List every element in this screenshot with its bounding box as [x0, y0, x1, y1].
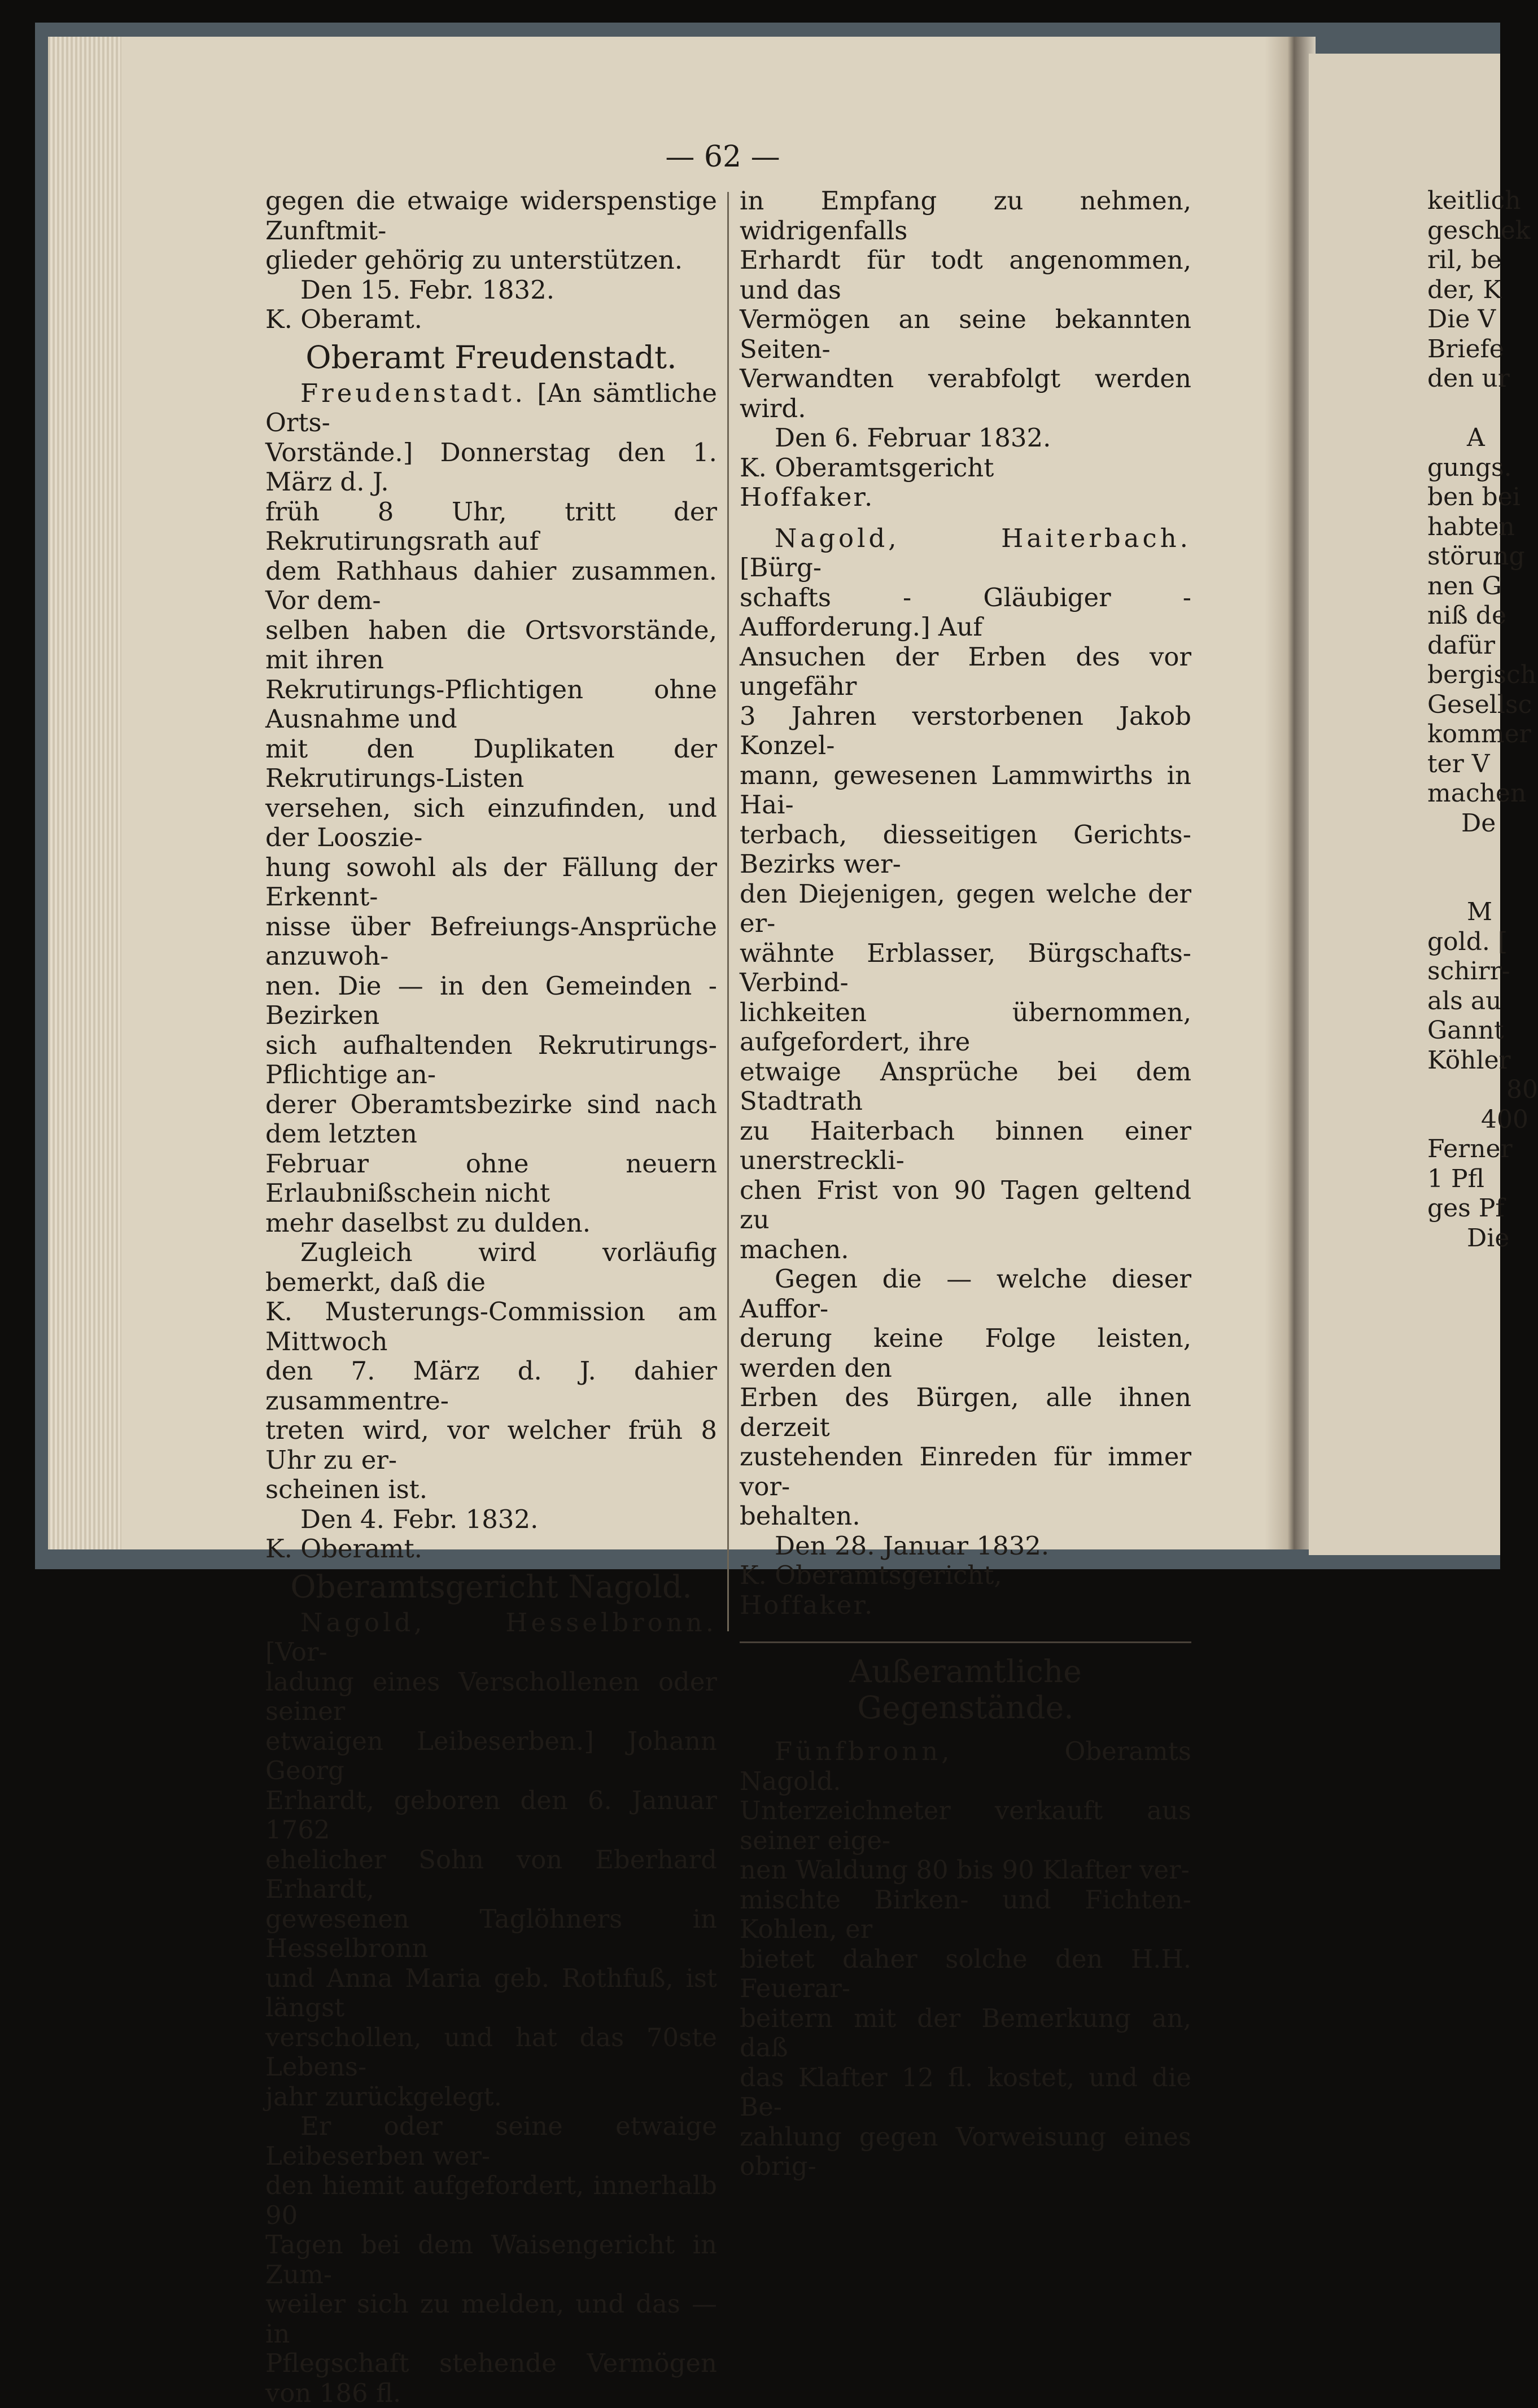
notice-date: Den 28. Januar 1832. — [775, 1530, 1050, 1561]
text-line: Köhler — [1427, 1045, 1511, 1075]
text-line: machen. — [740, 1234, 849, 1264]
text-line: terbach, diesseitigen Gerichts-Bezirks wer- — [740, 819, 1191, 879]
text-line: wähnte Erblasser, Bürgschafts-Verbind- — [740, 938, 1191, 997]
section-heading: Oberamt Freudenstadt. — [305, 339, 677, 375]
text-line: gegen die etwaige widerspenstige Zunftmit- — [265, 186, 717, 246]
text-line: zustehenden Einreden für immer vor- — [740, 1442, 1191, 1501]
text-line: keitlich — [1427, 186, 1521, 215]
book-gutter — [1265, 37, 1316, 1549]
text-line: gold. [ — [1427, 927, 1508, 956]
text-line: etwaigen Leibeserben.] Johann Georg — [265, 1726, 717, 1785]
text-line — [740, 1737, 1191, 1796]
text-line: Gesellsc — [1427, 690, 1532, 719]
text-line: störung — [1427, 542, 1525, 571]
page-edges — [48, 37, 121, 1549]
text-line: derer Oberamtsbezirke sind nach dem letzten — [265, 1089, 717, 1149]
text-line: versehen, sich einzufinden, und der Looszie- — [265, 793, 717, 852]
text-line: schirr- — [1427, 957, 1510, 986]
text-line: Verwandten verabfolgt werden wird. — [740, 364, 1191, 423]
text-line: kommer — [1427, 720, 1531, 748]
right-column-fragment — [1427, 186, 1538, 1253]
text-line: Die V — [1427, 305, 1496, 334]
text-line: und Anna Maria geb. Rothfuß, ist längst — [265, 1963, 717, 2022]
text-line: machen — [1427, 779, 1527, 808]
notice-date: Den 6. Februar 1832. — [775, 423, 1051, 453]
text-line: habten — [1427, 512, 1515, 541]
text-line: ladung eines Verschollenen oder seiner — [265, 1666, 717, 1726]
text-line: De — [1461, 808, 1496, 838]
text-line: dem Rathhaus dahier zusammen. Vor dem- — [265, 555, 717, 615]
text-line: ter V — [1427, 749, 1490, 778]
text-line: Erhardt, geboren den 6. Januar 1762 — [265, 1785, 717, 1845]
text-line: Zugleich wird vorläufig bemerkt, daß die — [265, 1237, 717, 1297]
text-line: den Diejenigen, gegen welche der er- — [740, 878, 1191, 938]
left-column — [265, 186, 717, 2408]
text-line: mischte Birken- und Fichten-Kohlen, er — [740, 1884, 1191, 1944]
text-line: Erhardt für todt angenommen, und das — [740, 245, 1191, 305]
text-line: hung sowohl als der Fällung der Erkennt- — [265, 852, 717, 912]
text-line: früh 8 Uhr, tritt der Rekrutirungsrath auf — [265, 496, 717, 556]
notice-signature-name: Hoffaker. — [740, 1590, 875, 1620]
place-name: Nagold, Haiterbach. — [775, 523, 1191, 553]
text-line: 3 Jahren verstorbenen Jakob Konzel- — [740, 700, 1191, 760]
text-line: 400 — [1481, 1105, 1528, 1134]
text-line: chen Frist von 90 Tagen geltend zu — [740, 1175, 1191, 1234]
text-line: dafür — [1427, 631, 1496, 660]
place-name: Nagold, Hesselbronn. — [300, 1607, 717, 1638]
text-line: schafts - Gläubiger - Aufforderung.] Auf — [740, 582, 1191, 642]
text-fragment: Oberamts Nagold. — [740, 1736, 1191, 1796]
text-line: Tagen bei dem Waisengericht in Zum- — [265, 2230, 717, 2289]
text-line: Vorstände.] Donnerstag den 1. März d. J. — [265, 437, 717, 497]
text-line: behalten. — [740, 1501, 860, 1531]
text-line: ril, be — [1427, 246, 1502, 274]
text-line — [265, 379, 717, 438]
text-line: den ur — [1427, 364, 1510, 393]
text-line: der, K — [1427, 275, 1502, 304]
text-fragment: [Bürg- — [740, 553, 822, 583]
place-name: Freudenstadt. — [300, 378, 526, 408]
text-line: M — [1467, 897, 1493, 926]
text-fragment: [An sämtliche Orts- — [265, 378, 717, 437]
text-line: selben haben die Ortsvorstände, mit ihren — [265, 615, 717, 675]
text-line: nen G — [1427, 571, 1502, 601]
page-number: — 62 — — [665, 140, 780, 174]
notice-signature-name: Hoffaker. — [740, 482, 875, 512]
text-line: ges Pf — [1427, 1194, 1505, 1223]
text-line: scheinen ist. — [265, 1474, 428, 1504]
text-line: in Empfang zu nehmen, widrigenfalls — [740, 186, 1191, 246]
spacer — [1427, 838, 1506, 897]
text-line: 1 Pfl — [1427, 1164, 1484, 1193]
text-line — [265, 1608, 717, 1667]
text-line: 80 — [1506, 1075, 1538, 1104]
text-line: niß de — [1427, 601, 1506, 630]
text-line: Die — [1467, 1223, 1510, 1253]
notice-signature: K. Oberamt. — [265, 1534, 422, 1564]
notice-signature: K. Oberamtsgericht, — [740, 1560, 1002, 1590]
text-line: Gannt — [1427, 1016, 1504, 1045]
text-line: mann, gewesenen Lammwirths in Hai- — [740, 760, 1191, 820]
text-line — [740, 524, 1191, 583]
text-line: ehelicher Sohn von Eberhard Erhardt, — [265, 1844, 717, 1904]
text-line: mehr daselbst zu dulden. — [265, 1207, 591, 1238]
text-line: Pflegschaft stehende Vermögen von 186 fl. — [265, 2348, 717, 2408]
text-line: zu Haiterbach binnen einer unerstreckli- — [740, 1115, 1191, 1175]
text-line: nisse über Befreiungs-Ansprüche anzuwoh- — [265, 911, 717, 971]
text-line: lichkeiten übernommen, aufgefordert, ihre — [740, 997, 1191, 1057]
text-line: treten wird, vor welcher früh 8 Uhr zu er- — [265, 1415, 717, 1475]
notice-date: Den 4. Febr. 1832. — [300, 1504, 539, 1534]
text-line: A — [1467, 423, 1485, 452]
text-line: Ansuchen der Erben des vor ungefähr — [740, 641, 1191, 701]
text-line: mit den Duplikaten der Rekrutirungs-Listen — [265, 733, 717, 793]
text-line: derung keine Folge leisten, werden den — [740, 1323, 1191, 1383]
notice-signature: K. Oberamt. — [265, 304, 422, 334]
text-line: Gegen die — welche dieser Auffor- — [740, 1264, 1191, 1324]
text-line: Rekrutirungs-Pflichtigen ohne Ausnahme und — [265, 674, 717, 734]
text-line: nen Waldung 80 bis 90 Klafter ver- — [740, 1855, 1190, 1885]
spacer — [1427, 394, 1506, 424]
text-line: Februar ohne neuern Erlaubnißschein nicht — [265, 1148, 717, 1208]
text-line: zahlung gegen Vorweisung eines obrig- — [740, 2121, 1191, 2181]
text-line: gewesenen Taglöhners in Hesselbronn — [265, 1903, 717, 1963]
text-line: Erben des Bürgen, alle ihnen derzeit — [740, 1382, 1191, 1442]
text-line: das Klafter 12 fl. kostet, und die Be- — [740, 2062, 1191, 2122]
text-line: geschek — [1427, 216, 1531, 245]
text-line: verschollen, und hat das 70ste Lebens- — [265, 2022, 717, 2082]
notice-date: Den 15. Febr. 1832. — [300, 274, 555, 305]
text-line: beitern mit der Bemerkung an, daß — [740, 2003, 1191, 2063]
text-line: Unterzeichneter verkauft aus seiner eige- — [740, 1796, 1191, 1855]
text-line: gungs. — [1427, 453, 1512, 482]
section-heading: Oberamtsgericht Nagold. — [290, 1568, 692, 1605]
text-line: als au — [1427, 986, 1502, 1015]
middle-column — [740, 186, 1191, 2182]
text-line: den hiemit aufgefordert, innerhalb 90 — [265, 2170, 717, 2230]
text-line: K. Musterungs-Commission am Mittwoch — [265, 1297, 717, 1356]
section-rule — [740, 1641, 1191, 1643]
text-line: den 7. März d. J. dahier zusammentre- — [265, 1356, 717, 1416]
column-divider — [727, 192, 729, 1631]
text-line: Ferner — [1427, 1135, 1513, 1163]
text-fragment: [Vor- — [265, 1637, 327, 1667]
text-line: Er oder seine etwaige Leibeserben wer- — [265, 2111, 717, 2171]
text-line: jahr zurückgelegt. — [265, 2081, 502, 2112]
text-line: etwaige Ansprüche bei dem Stadtrath — [740, 1056, 1191, 1116]
text-line: weiler sich zu melden, und das — in — [265, 2289, 717, 2349]
section-heading: Außeramtliche Gegenstände. — [849, 1653, 1082, 1726]
text-line: Briefe — [1427, 334, 1504, 364]
text-line: glieder gehörig zu unterstützen. — [265, 245, 683, 275]
text-line: bergisch — [1427, 660, 1537, 689]
text-line: ben bei — [1427, 483, 1520, 511]
text-line: sich aufhaltenden Rekrutirungs-Pflichtige an- — [265, 1030, 717, 1089]
place-name: Fünfbronn, — [775, 1736, 953, 1766]
text-line: Vermögen an seine bekannten Seiten- — [740, 304, 1191, 364]
text-line: nen. Die — in den Gemeinden - Bezirken — [265, 970, 717, 1030]
text-line: bietet daher solche den H.H. Feuerar- — [740, 1943, 1191, 2003]
notice-signature: K. Oberamtsgericht — [740, 452, 994, 483]
